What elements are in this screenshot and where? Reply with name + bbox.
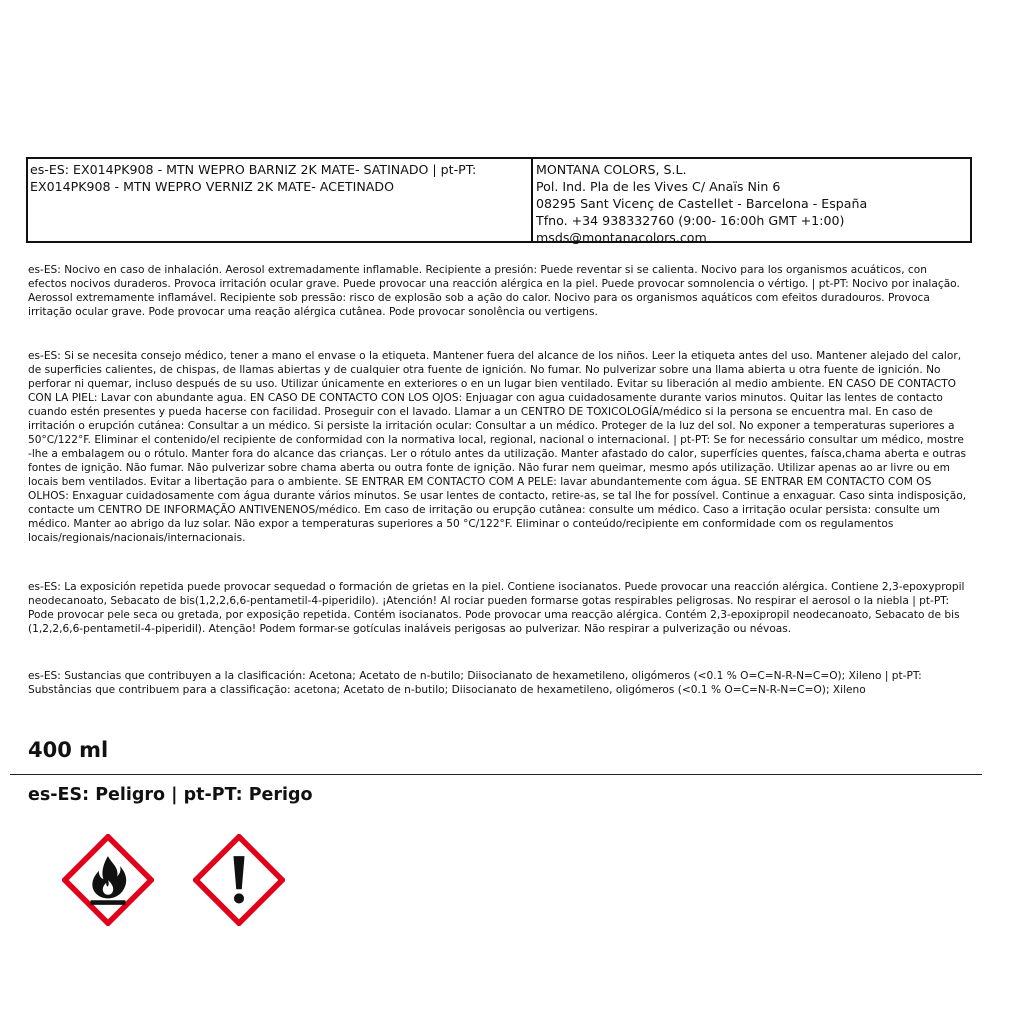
product-name-line-2: EX014PK908 - MTN WEPRO VERNIZ 2K MATE- ACETINADO bbox=[30, 179, 394, 194]
email-address: msds@montanacolors.com bbox=[536, 230, 707, 245]
signal-word: es-ES: Peligro | pt-PT: Perigo bbox=[28, 785, 313, 805]
product-name-line-1: es-ES: EX014PK908 - MTN WEPRO BARNIZ 2K MATE- SATINADO | pt-PT: bbox=[30, 162, 477, 177]
phone-number: Tfno. +34 938332760 (9:00- 16:00h GMT +1:00) bbox=[536, 213, 845, 228]
supplier-cell bbox=[533, 159, 970, 245]
product-header-box bbox=[26, 157, 972, 243]
supplemental-information: es-ES: La exposición repetida puede provocar sequedad o formación de grietas en la piel. Contiene isocianatos. Puede provocar una reacción alérgica. Contiene 2,3-epoxypropil neodecanoato, Sebacato de bis(1,2,2,6,6-pentametil-4-piperidilo). ¡Atención! Al rociar pueden formarse gotas respirables peligrosas. No respirar el aerosol o la niebla | pt-PT: Pode provocar pele seca ou gretada, por exposição repetida. Contém isocianatos. Pode provocar uma reacção alérgica. Contém 2,3-epoxipropil neodecanoato, Sebacato de bis (1,2,2,6,6-pentametil-4-piperidil). Atenção! Podem formar-se gotículas inaláveis perigosas ao pulverizar. Não respirar a pulverização ou névoas. bbox=[28, 581, 965, 635]
divider-line bbox=[10, 774, 982, 775]
company-name: MONTANA COLORS, S.L. bbox=[536, 162, 687, 177]
flame-icon bbox=[62, 834, 154, 926]
address-line-1: Pol. Ind. Pla de les Vives C/ Anaïs Nin 6 bbox=[536, 179, 781, 194]
precautionary-statements: es-ES: Si se necesita consejo médico, tener a mano el envase o la etiqueta. Mantener fuera del alcance de los niños. Leer la etiqueta antes del uso. Mantener alejado del calor, de superficies calientes, de chispas, de llamas abiertas y de cualquier otra fuente de ignición. No fumar. No pulverizar sobre una llama abierta u otra fuente de ignición. No perforar ni quemar, incluso después de su uso. Utilizar únicamente en exteriores o en un lugar bien ventilado. Evitar su liberación al medio ambiente. EN CASO DE CONTACTO CON LA PIEL: Lavar con abundante agua. EN CASO DE CONTACTO CON LOS OJOS: Enjuagar con agua cuidadosamente durante varios minutos. Quitar las lentes de contacto cuando estén presentes y pueda hacerse con facilidad. Proseguir con el lavado. Llamar a un CENTRO DE TOXICOLOGÍA/médico si la persona se encuentra mal. En caso de irritación o erupción cutánea: Consultar a un médico. Si persiste la irritación ocular: Consultar a un médico. Proteger de la luz del sol. No exponer a temperaturas superiores a 50°C/122°F. Eliminar el contenido/el recipiente de conformidad con la normativa local, regional, nacional o internacional. | pt-PT: Se for necessário consultar um médico, mostre -lhe a embalagem ou o rótulo. Manter fora do alcance das crianças. Ler o rótulo antes da utilização. Manter afastado do calor, superfícies quentes, faísca,chama aberta e outras fontes de ignição. Não fumar. Não pulverizar sobre chama aberta ou outra fonte de ignição. Não furar nem queimar, mesmo após utilização. Utilizar apenas ao ar livre ou em locais bem ventilados. Evitar a libertação para o ambiente. SE ENTRAR EM CONTACTO COM A PELE: lavar abundantemente com água. SE ENTRAR EM CONTACTO COM OS OLHOS: Enxaguar cuidadosamente com água durante vários minutos. Se usar lentes de contacto, retire-as, se tal lhe for possível. Continue a enxaguar. Caso sinta indisposição, contacte um CENTRO DE INFORMAÇÃO ANTIVENENOS/médico. Em caso de irritação ou erupção cutânea: consulte um médico. Caso a irritação ocular persista: consulte um médico. Manter ao abrigo da luz solar. Não expor a temperaturas superiores a 50 °C/122°F. Eliminar o conteúdo/recipiente em conformidade com os regulamentos locais/regionais/nacionais/internacionais. bbox=[28, 350, 967, 544]
address-line-2: 08295 Sant Vicenç de Castellet - Barcelona - España bbox=[536, 196, 868, 211]
exclamation-icon bbox=[193, 834, 285, 926]
volume-label: 400 ml bbox=[28, 738, 109, 762]
classification-substances: es-ES: Sustancias que contribuyen a la clasificación: Acetona; Acetato de n-butilo; Diisocianato de hexametileno, oligómeros (<0.1 % O=C=N-R-N=C=O); Xileno | pt-PT: Substâncias que contribuem para a classificação: acetona; Acetato de n-butilo; Diisocianato de hexametileno, oligómeros (<0.1 % O=C=N-R-N=C=O); Xileno bbox=[28, 670, 922, 696]
hazard-statements: es-ES: Nocivo en caso de inhalación. Aerosol extremadamente inflamable. Recipiente a presión: Puede reventar si se calienta. Nocivo para los organismos acuáticos, con efectos nocivos duraderos. Provoca irritación ocular grave. Puede provocar una reacción alérgica en la piel. Puede provocar somnolencia o vértigo. | pt-PT: Nocivo por inalação. Aerossol extremamente inflamável. Recipiente sob pressão: risco de explosão sob a ação do calor. Nocivo para os organismos aquáticos com efeitos duradouros. Provoca irritação ocular grave. Pode provocar uma reação alérgica cutânea. Pode provocar sonolência ou vertigens. bbox=[28, 264, 960, 318]
product-name-cell bbox=[28, 159, 533, 241]
